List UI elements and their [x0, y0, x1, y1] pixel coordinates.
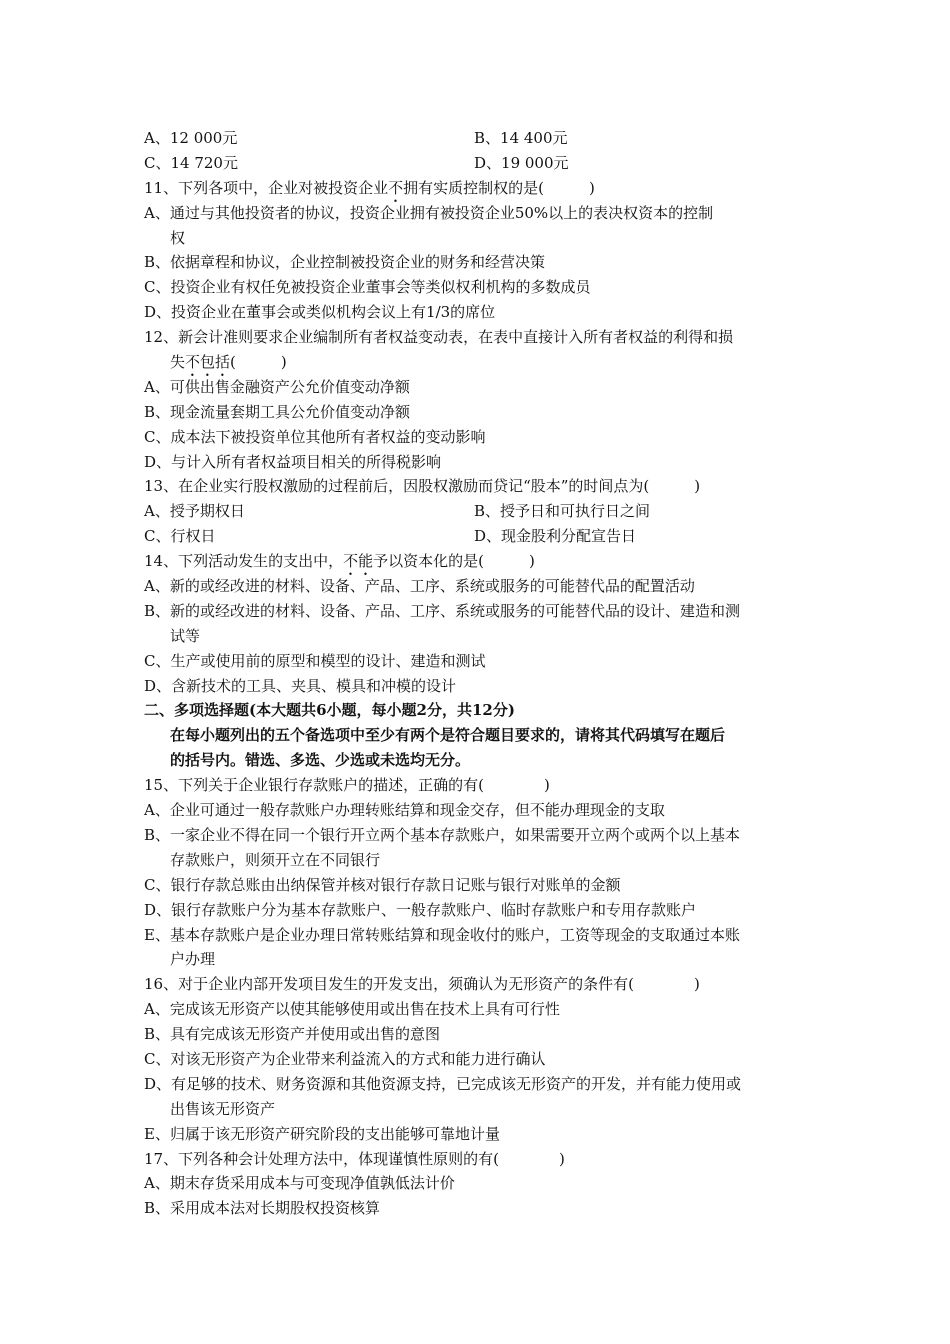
q16-stem: 16、对于企业内部开发项目发生的开发支出，须确认为无形资产的条件有( )	[144, 975, 700, 994]
q11-stem-post: 拥有实质控制权的是( )	[403, 178, 595, 197]
q14-option-b: B、新的或经改进的材料、设备、产品、工序、系统或服务的可能替代品的设计、建造和测	[144, 601, 741, 620]
q12-stem: 12、新会计准则要求企业编制所有者权益变动表，在表中直接计入所有者权益的利得和损	[144, 328, 734, 347]
q11-option-d: D、投资企业在董事会或类似机构会议上有1/3的席位	[144, 303, 496, 322]
section-2-instructions: 在每小题列出的五个备选项中至少有两个是符合题目要求的，请将其代码填写在题后	[170, 726, 726, 745]
q11-option-b: B、依据章程和协议，企业控制被投资企业的财务和经营决策	[144, 253, 546, 272]
q11-stem	[144, 176, 814, 201]
q12-stem-cont	[144, 350, 814, 375]
q17-option-a: A、期末存货采用成本与可变现净值孰低法计价	[144, 1174, 455, 1193]
q10-option-c: C、14 720元	[144, 153, 238, 172]
section-2-instructions-cont: 的括号内。错选、多选、少选或未选均无分。	[170, 751, 471, 770]
q13-option-c: C、行权日	[144, 527, 216, 546]
section-2-title: 二、多项选择题(本大题共6小题，每小题2分，共12分)	[144, 701, 515, 720]
q15-option-d: D、银行存款账户分为基本存款账户、一般存款账户、临时存款账户和专用存款账户	[144, 900, 697, 919]
q12-stem-post: ( )	[230, 353, 287, 372]
q14-stem-pre: 14、下列活动发生的支出中，	[144, 552, 344, 571]
q11-option-a-cont: 权	[170, 228, 186, 247]
q16-option-a: A、完成该无形资产以使其能够使用或出售在技术上具有可行性	[144, 1000, 560, 1019]
q13-options-row-1	[144, 499, 814, 524]
q14-option-c: C、生产或使用前的原型和模型的设计、建造和测试	[144, 651, 486, 670]
q15-option-b-cont: 存款账户，则须开立在不同银行	[170, 850, 381, 869]
q16-option-d: D、有足够的技术、财务资源和其他资源支持，已完成该无形资产的开发，并有能力使用或	[144, 1074, 742, 1093]
q15-option-e-cont: 户办理	[170, 950, 216, 969]
q10-options-row-2	[144, 151, 814, 176]
q16-option-e: E、归属于该无形资产研究阶段的支出能够可靠地计量	[144, 1124, 500, 1143]
q16-option-d-cont: 出售该无形资产	[170, 1099, 276, 1118]
q14-option-a: A、新的或经改进的材料、设备、产品、工序、系统或服务的可能替代品的配置活动	[144, 577, 695, 596]
q12-option-d: D、与计入所有者权益项目相关的所得税影响	[144, 452, 442, 471]
q15-option-a: A、企业可通过一般存款账户办理转账结算和现金交存，但不能办理现金的支取	[144, 801, 665, 820]
q15-stem: 15、下列关于企业银行存款账户的描述，正确的有( )	[144, 776, 550, 795]
q16-option-b: B、具有完成该无形资产并使用或出售的意图	[144, 1025, 441, 1044]
q11-stem-pre: 11、下列各项中，企业对被投资企业	[144, 178, 389, 197]
q12-option-b: B、现金流量套期工具公允价值变动净额	[144, 402, 411, 421]
q11-stem-emphasis: 不	[388, 178, 404, 197]
q10-option-a: A、12 000元	[144, 129, 238, 147]
q14-option-b-cont: 试等	[170, 626, 201, 645]
q10-option-d: D、19 000元	[474, 153, 569, 172]
q17-option-b: B、采用成本法对长期股权投资核算	[144, 1199, 381, 1218]
q14-stem	[144, 549, 814, 574]
q15-option-e: E、基本存款账户是企业办理日常转账结算和现金收付的账户，工资等现金的支取通过本账	[144, 925, 740, 944]
q15-option-c: C、银行存款总账由出纳保管并核对银行存款日记账与银行对账单的金额	[144, 875, 621, 894]
q15-option-b: B、一家企业不得在同一个银行开立两个基本存款账户，如果需要开立两个或两个以上基本	[144, 825, 741, 844]
q10-option-b: B、14 400元	[474, 129, 568, 147]
q12-stem-pre: 失	[170, 353, 186, 372]
q14-option-d: D、含新技术的工具、夹具、模具和冲模的设计	[144, 676, 457, 695]
q11-option-c: C、投资企业有权任免被投资企业董事会等类似权利机构的多数成员	[144, 278, 591, 297]
q13-options-row-2	[144, 524, 814, 549]
q13-option-b: B、授予日和可执行日之间	[474, 502, 651, 521]
q12-option-a: A、可供出售金融资产公允价值变动净额	[144, 377, 410, 396]
q13-stem: 13、在企业实行股权激励的过程前后，因股权激励而贷记“股本”的时间点为( )	[144, 477, 701, 496]
q13-option-d: D、现金股利分配宣告日	[474, 527, 637, 546]
q11-option-a: A、通过与其他投资者的协议，投资企业拥有被投资企业50%以上的表决权资本的控制	[144, 203, 714, 222]
q14-stem-emphasis: 不能	[343, 552, 374, 571]
q12-option-c: C、成本法下被投资单位其他所有者权益的变动影响	[144, 427, 486, 446]
q14-stem-post: 予以资本化的是( )	[373, 552, 535, 571]
q12-stem-emphasis: 不包括	[185, 353, 231, 372]
exam-content	[144, 126, 814, 1221]
q17-stem: 17、下列各种会计处理方法中，体现谨慎性原则的有( )	[144, 1149, 565, 1168]
q16-option-c: C、对该无形资产为企业带来利益流入的方式和能力进行确认	[144, 1049, 546, 1068]
q13-option-a: A、授予期权日	[144, 502, 245, 521]
q10-options-row-1	[144, 126, 814, 151]
